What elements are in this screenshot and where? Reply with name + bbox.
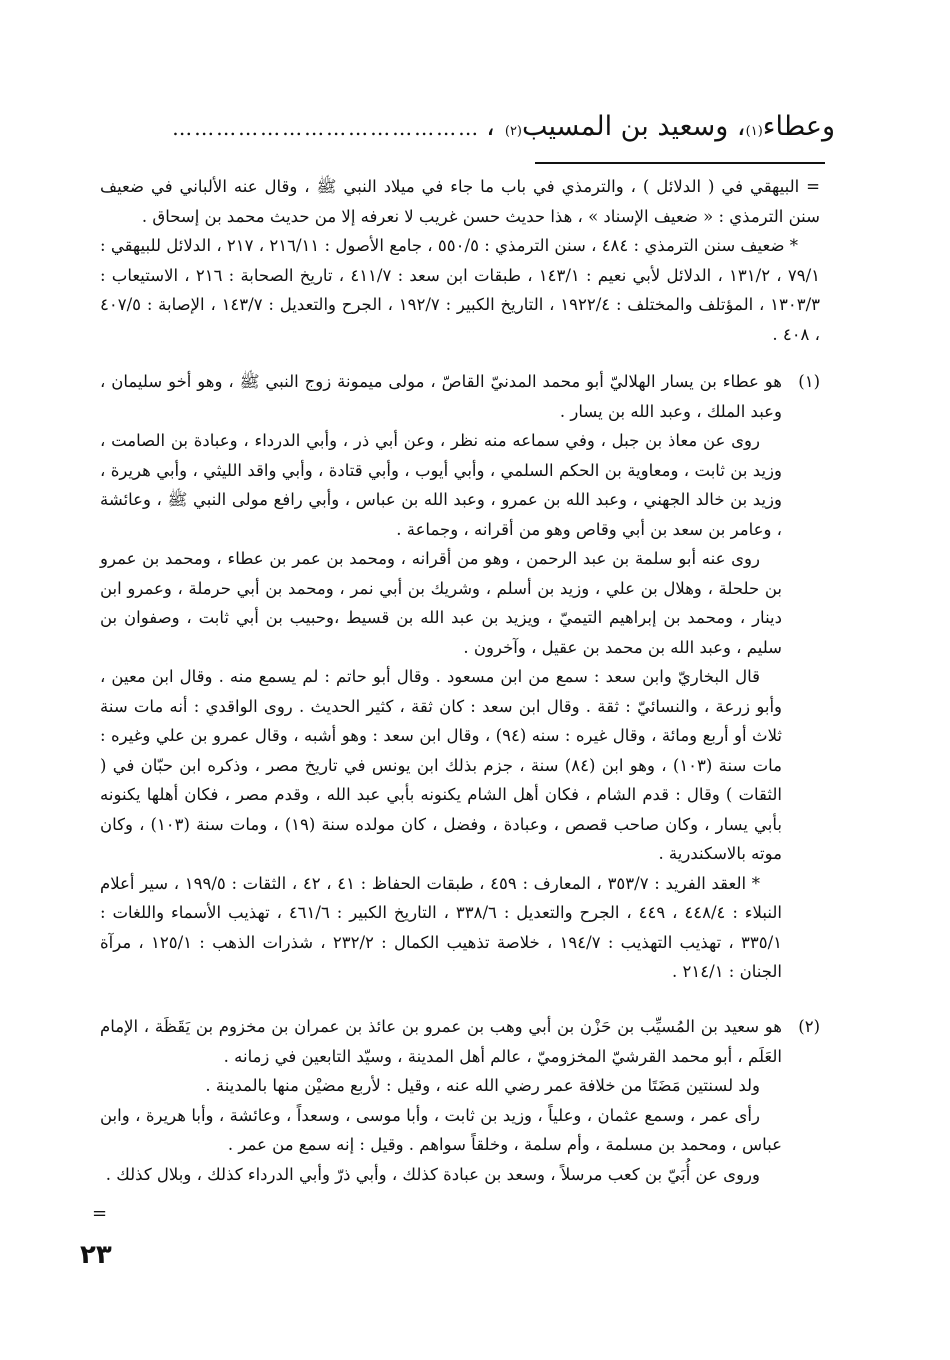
continuation-dots: …………………………………… [172,116,481,140]
footnote-continuation: = البيهقي في ( الدلائل ) ، والترمذي في باب ما جاء في ميلاد النبي ﷺ ، وقال عنه الألباني في ضعيف سنن الترمذي : « ضعيف الإسناد » ، هذا حديث حسن غريب لا نعرفه إلا من حديث محمد بن إسحاق . [100,177,820,226]
footnote-1-para: قال البخاريّ وابن سعد : سمع من ابن مسعود . وقال أبو حاتم : لم يسمع منه . وقال ابن معين ، وأبو زرعة ، والنسائيّ : ثقة . وقال ابن سعد : كان ثقة ، كثير الحديث . روى الواقدي : أنه مات سنة ثلاث أو أربع ومائة ، وقال غيره : سنه (٩٤) ، وقال ابن سعد : وهو أشبه ، وقال عمرو بن علي وغيره : مات سنة (١٠٣) ، وهو ابن (٨٤) سنة ، جزم بذلك ابن يونس في تاريخ مصر ، وذكره ابن حبّان في ( الثقات ) وقال : قدم الشام ، فكان أهل الشام يكنونه بأبي عبد الله ، وقدم مصر ، فكان أهلها يكنونه بأبي يسار ، وكان صاحب قصص ، وعبادة ، وفضل ، كان مولده سنة (١٩) ، ومات سنة (١٠٣) ، وكان موته بالاسكندرية . [100,667,783,863]
footnote-ref-2: (٢) [504,124,522,139]
footnote-1-number: (١) [798,372,820,391]
footnotes-continued [100,172,820,349]
footnote-2-para: هو سعيد بن المُسيِّب بن حَزْن بن أبي وهب بن عمرو بن عائذ بن عمران بن مخزوم بن يَقَظَة ، الإمام العَلَم ، أبو محمد القرشيّ المخزوميّ ، عالم أهل المدينة ، وسيّد التابعين في زمانه . [100,1017,782,1066]
footnote-2-number: (٢) [798,1017,820,1036]
footnote-2-para: رأى عمر ، وسمع عثمان ، وعلياً ، وزيد بن ثابت ، وأبا موسى ، وسعداً ، وعائشة ، وأبا هريرة ، وابن عباس ، ومحمد بن مسلمة ، وأم سلمة ، وخلقاً سواهم . وقيل : إنه سمع من عمر . [100,1105,782,1154]
footnote-separator-rule [535,162,825,164]
continuation-mark: = [92,1203,108,1224]
footnote-2-para: ولد لسنتين مَضَتَا من خلافة عمر رضي الله عنه ، وقيل : لأربع مضيْن منها بالمدينة . [205,1076,760,1095]
main-text-separator: ، [486,111,495,142]
main-text-part2: ، وسعيد بن المسيب [522,111,746,142]
footnote-1 [100,367,820,987]
footnote-1-para: روى عن معاذ بن جبل ، وفي سماعه منه نظر ، وعن أبي ذر ، وأبي الدرداء ، وعبادة بن الصامت ، وزيد بن ثابت ، ومعاوية بن الحكم السلمي ، وأبي أيوب ، وأبي قتادة ، وأبي واقد الليثي ، وأبي هريرة ، وزيد بن خالد الجهني ، وعبد الله بن عمرو ، وعبد الله بن عباس ، وأبي رافع مولى النبي ﷺ ، وعائشة ، وعامر بن سعد بن أبي وقاص وهو من أقرانه ، وجماعة . [100,431,782,539]
footnote-2-para: وروى عن أُبَيّ بن كعب مرسلاً ، وسعد بن عبادة كذلك ، وأبي ذرّ وأبي الدرداء كذلك ، وبلال كذلك . [105,1164,760,1184]
footnote-2 [100,1012,820,1189]
footnote-1-sources: * العقد الفريد : ٣٥٣/٧ ، المعارف : ٤٥٩ ، طبقات الحفاظ : ٤١ ، ٤٢ ، الثقات : ١٩٩/٥ ، سير أعلام النبلاء : ٤٤٨/٤ ، ٤٤٩ ، الجرح والتعديل : ٣٣٨/٦ ، التاريخ الكبير : ٤٦١/٦ ، تهذيب الأسماء واللغات : ٣٣٥/١ ، تهذيب التهذيب : ١٩٤/٧ ، خلاصة تذهيب الكمال : ٢٣٢/٢ ، شذرات الذهب : ١٢٥/١ ، مرآة الجنان : ٢١٤/١ . [100,873,783,981]
footnote-sources: * ضعيف سنن الترمذي : ٤٨٤ ، سنن الترمذي : ٥٥٠/٥ ، جامع الأصول : ٢١٦/١١ ، ٢١٧ ، الدلائل للبيهقي : ٧٩/١ ، ١٣١/٢ ، الدلائل لأبي نعيم : ١٤٣/١ ، طبقات ابن سعد : ٤١١/٧ ، تاريخ الصحابة : ٢١٦ ، الاستيعاب : ١٣٠٣/٣ ، المؤتلف والمختلف : ١٩٢٢/٤ ، التاريخ الكبير : ١٩٢/٧ ، الجرح والتعديل : ١٤٣/٧ ، الإصابة : ٤٠٧/٥ ، ٤٠٨ . [100,236,820,344]
page-number: ٢٣ [80,1240,112,1270]
footnote-ref-1: (١) [745,124,763,139]
footnote-1-para: هو عطاء بن يسار الهلاليّ أبو محمد المدنيّ القاصّ ، مولى ميمونة زوج النبي ﷺ ، وهو أخو سليمان ، وعبد الملك ، وعبد الله بن يسار . [100,372,782,421]
main-text-part1: وعطاء [762,111,835,142]
footnote-1-para: روى عنه أبو سلمة بن عبد الرحمن ، وهو من أقرانه ، ومحمد بن عمر بن عطاء ، ومحمد بن عمرو بن حلحلة ، وهلال بن علي ، وزيد بن أسلم ، وشريك بن أبي نمر ، ومحمد بن أبي حرملة ، وعمرو ابن دينار ، ومحمد بن إبراهيم التيميّ ، ويزيد بن عبد الله بن قسيط ،وحبيب بن أبي ثابت ، وصفوان بن سليم ، وعبد الله بن محمد بن عقيل ، وآخرون . [100,549,782,657]
main-text-line [100,105,835,149]
